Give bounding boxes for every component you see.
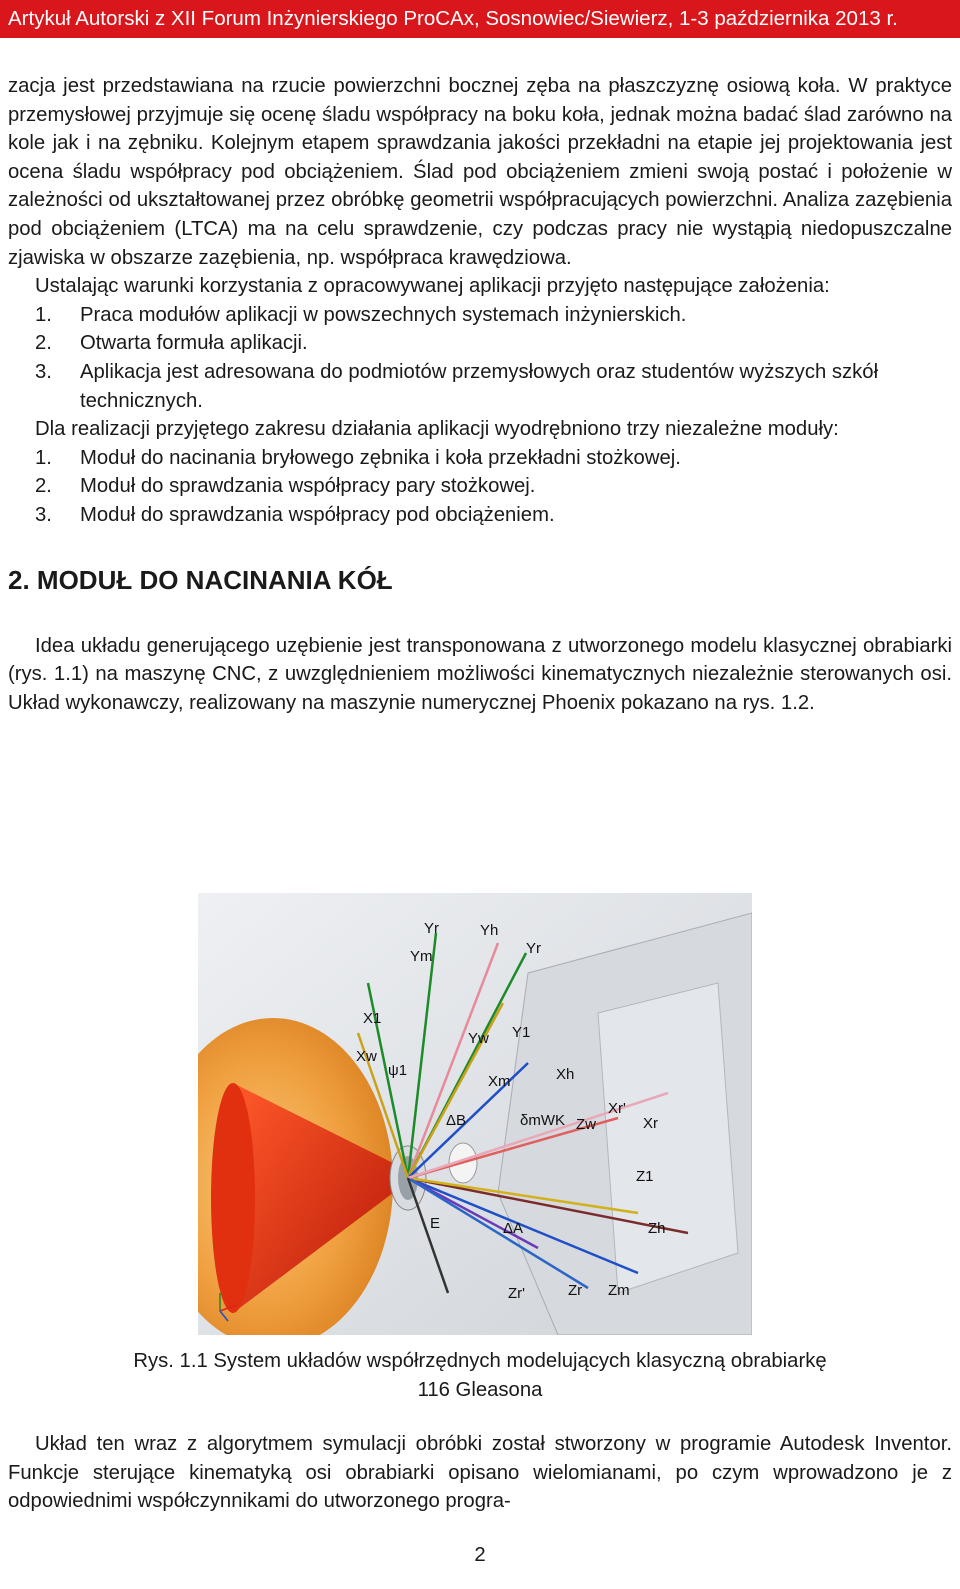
section-paragraph: Idea układu generującego uzębienie jest transponowana z utworzonego modelu klasycznej obrabiarki (rys. 1.1) na maszynę CNC, z uwzględnieniem możliwości kinematycznych niezależnie sterowanych osi. Układ wykonawczy, realizowany na maszynie numerycznej Phoenix pokazano na rys. 1.2. xyxy=(8,634,952,714)
section-title: 2. MODUŁ DO NACINANIA KÓŁ xyxy=(8,564,393,595)
intro-paragraph: zacja jest przedstawiana na rzucie powierzchni bocznej zęba na płaszczyznę osiową koła. W praktyce przemysłowej przyjmuje się ocenę śladu współpracy na boku koła, jednak można badać ślad zarówno na kole jak i na zębniku. Kolejnym etapem sprawdzania jakości przekładni na etapie jej projektowania jest ocena śladu współpracy pod obciążeniem. Ślad pod obciążeniem zmieni swoją postać i położenie w zależności od ukształtowanej przez obróbkę geometrii współpracujących powierzchni. Analiza zazębienia pod obciążeniem (LTCA) ma na celu sprawdzenie, czy podczas pracy nie wystąpią niedopuszczalne zjawiska w obszarze zazębienia, np. współpraca krawędziowa. xyxy=(8,75,952,269)
machine-coordinate-figure xyxy=(198,893,752,1335)
list-item: 2. Otwarta formuła aplikacji. xyxy=(35,332,308,355)
list-item: 3. Moduł do sprawdzania współpracy pod obciążeniem. xyxy=(35,503,555,526)
label-yr: Yr xyxy=(424,920,439,937)
label-x1: X1 xyxy=(363,1010,382,1027)
label-yr2: Yr xyxy=(526,940,541,957)
label-yw: Yw xyxy=(468,1030,489,1047)
label-ym: Ym xyxy=(410,948,433,965)
label-zh: Zh xyxy=(648,1220,666,1237)
label-e: E xyxy=(430,1215,441,1232)
figure-caption-line2: 116 Gleasona xyxy=(417,1379,543,1401)
list-item: 1. Praca modułów aplikacji w powszechnych systemach inżynierskich. xyxy=(35,303,687,326)
page-number: 2 xyxy=(474,1544,486,1566)
list-item: 3. Aplikacja jest adresowana do podmiotów przemysłowych oraz studentów wyższych szkół technicznych. xyxy=(35,360,879,412)
assumptions-intro: Ustalając warunki korzystania z opracowywanej aplikacji przyjęto następujące założenia: xyxy=(35,275,830,298)
label-zm: Zm xyxy=(608,1282,630,1299)
label-xr: Xr' xyxy=(608,1100,626,1117)
label-db: ΔB xyxy=(446,1112,467,1129)
label-y1: Y1 xyxy=(512,1024,531,1041)
label-zw: Zw xyxy=(576,1116,596,1133)
header-text: Artykuł Autorski z XII Forum Inżynierskiego ProCAx, Sosnowiec/Siewierz, 1-3 października 2013 r. xyxy=(8,7,898,30)
housing-panel xyxy=(598,983,738,1293)
label-xm: Xm xyxy=(488,1073,511,1090)
label-da: ΔA xyxy=(503,1220,524,1237)
label-xh: Xh xyxy=(556,1066,575,1083)
label-psi1: ψ1 xyxy=(388,1062,408,1079)
assumptions-list xyxy=(8,301,952,415)
label-yh: Yh xyxy=(480,922,499,939)
figure-drawing xyxy=(198,893,752,1335)
conference-header xyxy=(0,0,960,38)
label-zr2: Zr xyxy=(568,1282,583,1299)
list-item: 1. Moduł do nacinania bryłowego zębnika i koła przekładni stożkowej. xyxy=(35,446,681,469)
closing-paragraph-block xyxy=(8,1430,952,1516)
label-xr2: Xr xyxy=(643,1115,658,1132)
modules-intro: Dla realizacji przyjętego zakresu działania aplikacji wyodrębniono trzy niezależne moduły: xyxy=(35,418,839,441)
list-item: 2. Moduł do sprawdzania współpracy pary stożkowej. xyxy=(35,475,536,498)
page-body xyxy=(8,72,952,717)
closing-paragraph: Układ ten wraz z algorytmem symulacji obróbki został stworzony w programie Autodesk Inventor. Funkcje sterujące kinematyką osi obrabiarki opisano wielomianami, po czym wprowadzono je z odpowiednimi współczynnikami do utworzonego progra- xyxy=(8,1433,952,1513)
figure-caption-line1: Rys. 1.1 System układów współrzędnych modelujących klasyczną obrabiarkę xyxy=(133,1350,827,1372)
modules-list xyxy=(8,444,952,530)
label-zr: Zr' xyxy=(508,1285,526,1302)
label-z1: Z1 xyxy=(636,1168,654,1185)
label-xw: Xw xyxy=(356,1048,377,1065)
label-dmwk: δmWK xyxy=(520,1112,566,1129)
